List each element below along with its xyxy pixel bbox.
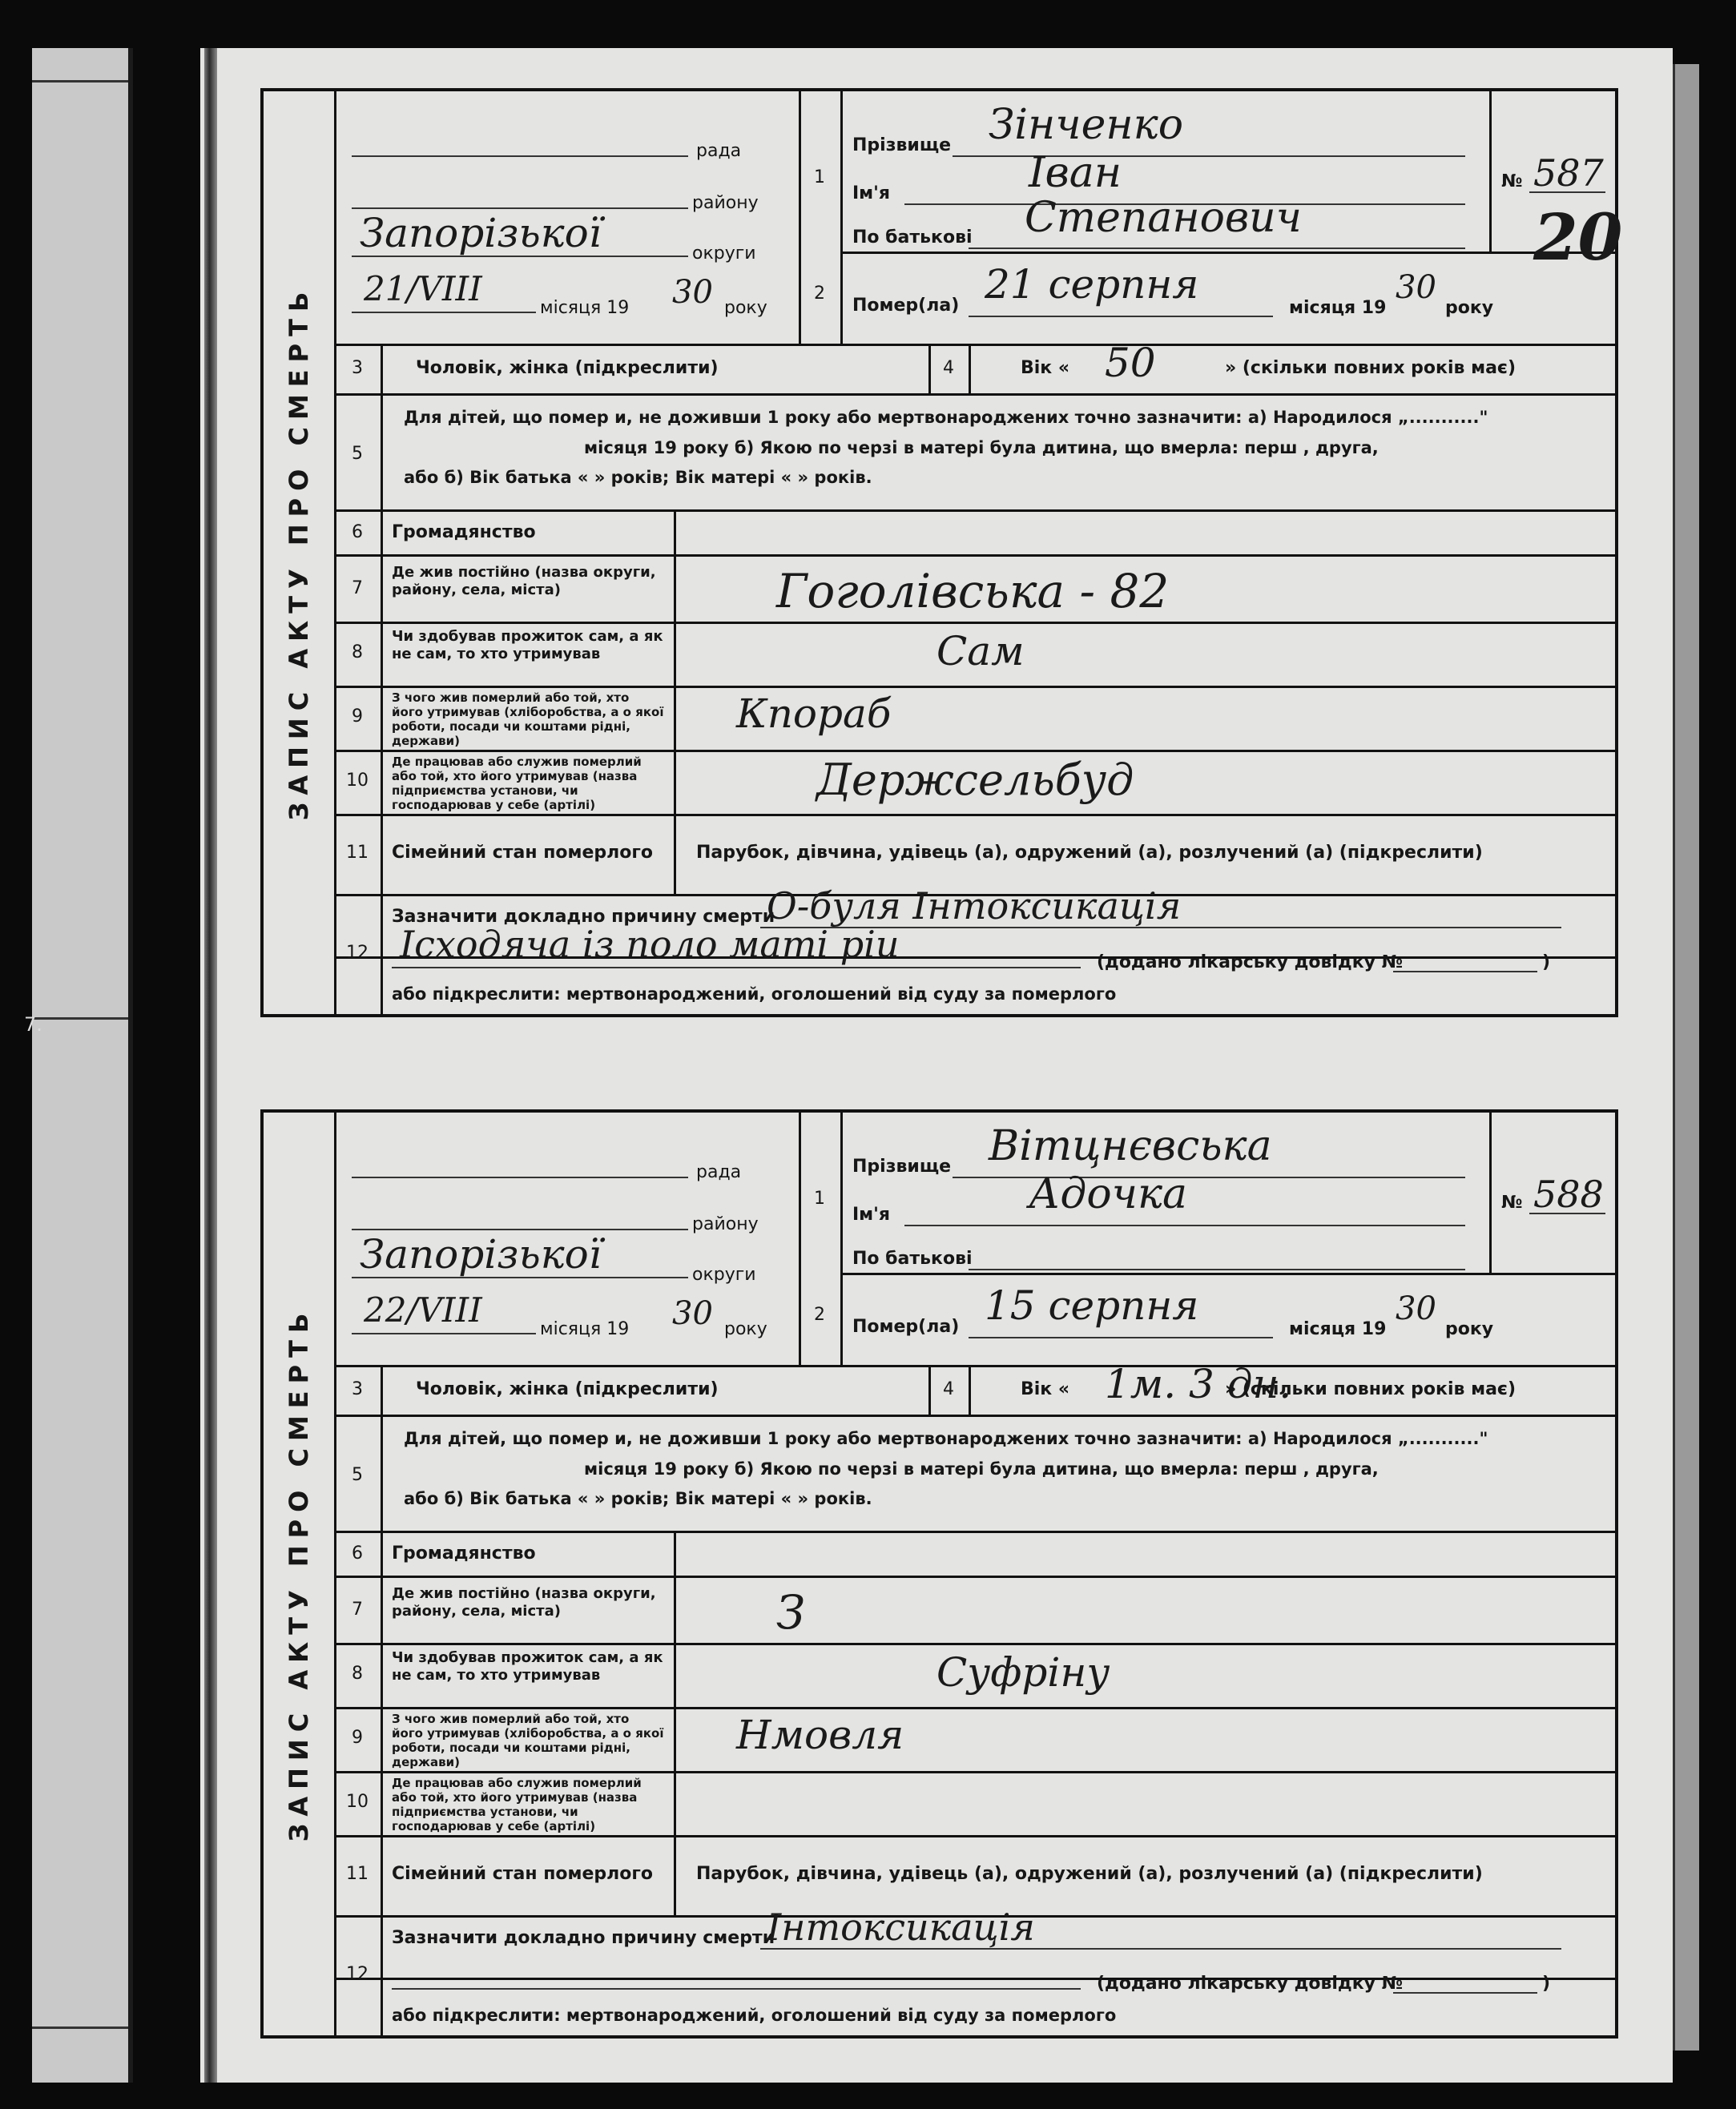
row-number-6: 6 <box>352 522 363 542</box>
children-line-2: місяця 19 року б) Якою по черзі в матері була дитина, що вмерла: перш , друга, <box>584 438 1379 457</box>
residence-label: Де жив постійно (назва округи, району, села, міста) <box>392 564 656 598</box>
death-record-form-2 <box>260 1109 1618 2039</box>
age-value: 50 <box>1105 340 1156 386</box>
cause-value-1: О-буля Інтоксикація <box>767 884 1182 928</box>
sex-label: Чоловік, жінка (підкреслити) <box>416 358 719 378</box>
death-date-value: 15 серпня <box>985 1282 1199 1329</box>
rada-label: рада <box>696 141 742 161</box>
adjacent-page-mark: 7. <box>24 1013 42 1036</box>
marital-options: Парубок, дівчина, удівець (а), одружений (а), розлучений (а) (підкреслити) <box>696 1864 1483 1884</box>
row-number-3: 3 <box>352 358 363 378</box>
certificate-label: (додано лікарську довідку № <box>1097 1974 1404 1994</box>
age-note-label: » (скільки повних років має) <box>1225 358 1516 378</box>
row-number-11: 11 <box>346 1864 369 1884</box>
row-number-12: 12 <box>346 943 369 963</box>
side-title: ЗАПИС АКТУ ПРО СМЕРТЬ <box>284 1306 314 1842</box>
children-line-3: або б) Вік батька « » років; Вік матері « » років. <box>404 1489 872 1508</box>
row-number-11: 11 <box>346 843 369 863</box>
name-label: Ім'я <box>852 183 891 203</box>
okrug-label: округи <box>692 1265 756 1285</box>
death-date-value: 21 серпня <box>985 261 1199 308</box>
registration-day: 22/VIII <box>364 1290 482 1330</box>
surname-value: Вітцнєвська <box>989 1122 1272 1170</box>
certificate-end: ) <box>1542 952 1551 972</box>
cause-value-1: Інтоксикація <box>767 1906 1035 1949</box>
death-label: Помер(ла) <box>852 296 960 316</box>
patronymic-label: По батькові <box>852 227 973 248</box>
age-value: 1м. 3 дн. <box>1105 1361 1292 1407</box>
cause-value-2: Ісходяча із поло маті ріи <box>400 923 900 966</box>
adjacent-page-strip <box>32 48 133 2083</box>
row-number-8: 8 <box>352 1664 363 1684</box>
citizenship-label: Громадянство <box>392 522 536 542</box>
cause-label: Зазначити докладно причину смерти <box>392 1928 775 1948</box>
death-month-label: місяця 19 <box>1289 298 1387 318</box>
age-note-label: » (скільки повних років має) <box>1225 1379 1516 1399</box>
children-line-2: місяця 19 року б) Якою по черзі в матері була дитина, що вмерла: перш , друга, <box>584 1459 1379 1479</box>
marital-label: Сімейний стан померлого <box>392 843 653 863</box>
children-line-1: Для дітей, що помер и, не доживши 1 року або мертвонароджених точно зазначити: а) Народилося „..........." <box>404 408 1488 427</box>
patronymic-label: По батькові <box>852 1249 973 1269</box>
support-value: Сам <box>936 628 1025 674</box>
death-year-value: 30 <box>1396 269 1436 306</box>
name-label: Ім'я <box>852 1205 891 1225</box>
registration-year: 30 <box>672 274 713 311</box>
rada-label: рада <box>696 1162 742 1182</box>
year-label: року <box>724 298 767 318</box>
certificate-end: ) <box>1542 1974 1551 1994</box>
residence-label: Де жив постійно (назва округи, району, села, міста) <box>392 1585 656 1620</box>
support-value: Суфріну <box>936 1649 1110 1696</box>
children-line-1: Для дітей, що помер и, не доживши 1 року або мертвонароджених точно зазначити: а) Народилося „..........." <box>404 1429 1488 1448</box>
children-line-3: або б) Вік батька « » років; Вік матері « » років. <box>404 468 872 487</box>
stillborn-note: або підкреслити: мертвонароджений, оголошений від суду за померлого <box>392 984 1117 1004</box>
name-value: Адочка <box>1029 1170 1188 1218</box>
page-edge <box>1673 64 1699 2051</box>
page-fold <box>204 48 217 2083</box>
row-number-5: 5 <box>352 1465 363 1485</box>
corner-note: 20 <box>1533 199 1623 275</box>
row-number-9: 9 <box>352 1728 363 1748</box>
row-number-2: 2 <box>814 284 825 304</box>
occupation-value: Нмовля <box>736 1712 904 1758</box>
side-title-column <box>264 91 336 1014</box>
workplace-value: Держсельбуд <box>816 755 1134 805</box>
registration-year: 30 <box>672 1295 713 1332</box>
number-sign: № <box>1501 1193 1523 1213</box>
occupation-label: З чого жив померлий або той, хто його утримував (хліборобства, а о якої роботи, посади чи коштами рідні, держави) <box>392 1712 664 1769</box>
stillborn-note: або підкреслити: мертвонароджений, оголошений від суду за померлого <box>392 2006 1117 2025</box>
rayon-label: району <box>692 193 759 213</box>
occupation-label: З чого жив померлий або той, хто його утримував (хліборобства, а о якої роботи, посади чи коштами рідні, держави) <box>392 690 664 748</box>
surname-label: Прізвище <box>852 1157 952 1177</box>
row-number-4: 4 <box>943 358 954 378</box>
record-number: 587 <box>1533 151 1604 195</box>
record-number: 588 <box>1533 1173 1604 1216</box>
row-number-2: 2 <box>814 1305 825 1325</box>
support-label: Чи здобував прожиток сам, а як не сам, то хто утримував <box>392 628 663 662</box>
death-month-label: місяця 19 <box>1289 1319 1387 1339</box>
row-number-7: 7 <box>352 1600 363 1620</box>
month-label: місяця 19 <box>540 298 630 318</box>
year-label: року <box>724 1319 767 1339</box>
okrug-value: Запорізької <box>360 1231 602 1278</box>
row-number-1: 1 <box>814 1189 825 1209</box>
cause-label: Зазначити докладно причину смерти <box>392 907 775 927</box>
residence-value: З <box>776 1585 806 1640</box>
row-number-10: 10 <box>346 771 369 791</box>
age-label: Вік « <box>1021 358 1070 378</box>
patronymic-value: Степанович <box>1025 194 1303 242</box>
surname-value: Зінченко <box>989 101 1184 149</box>
number-sign: № <box>1501 171 1523 191</box>
death-label: Помер(ла) <box>852 1317 960 1337</box>
row-number-10: 10 <box>346 1792 369 1812</box>
age-label: Вік « <box>1021 1379 1070 1399</box>
row-number-5: 5 <box>352 444 363 464</box>
rayon-label: району <box>692 1214 759 1234</box>
row-number-12: 12 <box>346 1964 369 1984</box>
name-value: Іван <box>1029 149 1122 197</box>
row-number-6: 6 <box>352 1544 363 1564</box>
marital-options: Парубок, дівчина, удівець (а), одружений (а), розлучений (а) (підкреслити) <box>696 843 1483 863</box>
workplace-label: Де працював або служив померлий або той, хто його утримував (назва підприємства установи, чи господарював у себе (артілі) <box>392 1776 642 1833</box>
residence-value: Гоголівська - 82 <box>776 564 1170 618</box>
surname-label: Прізвище <box>852 135 952 155</box>
death-year-value: 30 <box>1396 1290 1436 1327</box>
month-label: місяця 19 <box>540 1319 630 1339</box>
death-year-label: року <box>1445 298 1494 318</box>
side-title-column <box>264 1113 336 2035</box>
certificate-label: (додано лікарську довідку № <box>1097 952 1404 972</box>
row-number-3: 3 <box>352 1379 363 1399</box>
okrug-label: округи <box>692 244 756 264</box>
occupation-value: Кпораб <box>736 690 892 737</box>
row-number-8: 8 <box>352 642 363 662</box>
row-number-1: 1 <box>814 167 825 187</box>
okrug-value: Запорізької <box>360 210 602 256</box>
workplace-label: Де працював або служив померлий або той, хто його утримував (назва підприємства установи, чи господарював у себе (артілі) <box>392 755 642 812</box>
sex-label: Чоловік, жінка (підкреслити) <box>416 1379 719 1399</box>
side-title: ЗАПИС АКТУ ПРО СМЕРТЬ <box>284 284 314 821</box>
death-record-form-1 <box>260 88 1623 1017</box>
registration-day: 21/VIII <box>364 269 482 308</box>
row-number-9: 9 <box>352 706 363 726</box>
row-number-4: 4 <box>943 1379 954 1399</box>
citizenship-label: Громадянство <box>392 1544 536 1564</box>
death-year-label: року <box>1445 1319 1494 1339</box>
row-number-7: 7 <box>352 578 363 598</box>
support-label: Чи здобував прожиток сам, а як не сам, то хто утримував <box>392 1649 663 1684</box>
marital-label: Сімейний стан померлого <box>392 1864 653 1884</box>
